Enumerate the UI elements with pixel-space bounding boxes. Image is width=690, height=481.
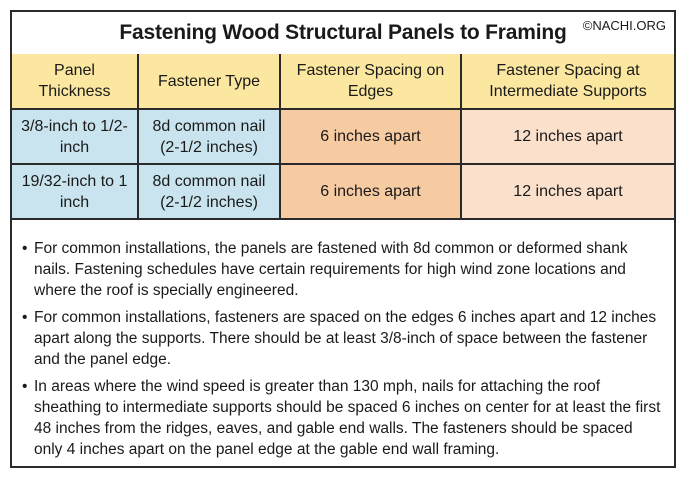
cell-fastener-type: 8d common nail (2-1/2 inches) <box>138 164 280 219</box>
note-text: In areas where the wind speed is greater than 130 mph, nails for attaching the roof sheathing to intermediate supports should be spaced 6 inches on center for at least the first 48 inches from the ridges, eaves, and gable end walls. The fasteners should be spaced only 4 inches apart on the panel edge at the gable end wall framing. <box>34 378 661 458</box>
list-item <box>22 307 664 370</box>
credit-label: ©NACHI.ORG <box>582 18 666 33</box>
list-item <box>22 376 664 460</box>
table-row <box>12 164 674 219</box>
page-title: Fastening Wood Structural Panels to Framing <box>119 21 567 44</box>
header-spacing-supports: Fastener Spacing at Intermediate Supports <box>461 54 674 109</box>
cell-fastener-type: 8d common nail (2-1/2 inches) <box>138 109 280 164</box>
fastening-table <box>12 54 674 220</box>
cell-thickness: 19/32-inch to 1 inch <box>12 164 138 219</box>
note-text: For common installations, fasteners are spaced on the edges 6 inches apart and 12 inches apart along the supports. There should be at least 3/8-inch of space between the fastener and the panel edge. <box>34 309 657 368</box>
cell-spacing-supports: 12 inches apart <box>461 109 674 164</box>
infographic-frame <box>10 10 676 468</box>
header-panel-thickness: Panel Thickness <box>12 54 138 109</box>
notes-list <box>12 230 674 466</box>
header-spacing-edges: Fastener Spacing on Edges <box>280 54 461 109</box>
header-fastener-type: Fastener Type <box>138 54 280 109</box>
note-text: For common installations, the panels are fastened with 8d common or deformed shank nails. Fastening schedules have certain requirements for high wind zone locations and where the roof is specially engineered. <box>34 240 628 299</box>
bullet-icon: • <box>22 378 28 395</box>
title-bar <box>12 12 674 56</box>
table-row <box>12 109 674 164</box>
bullet-icon: • <box>22 309 28 326</box>
table-header-row <box>12 54 674 109</box>
cell-spacing-edges: 6 inches apart <box>280 164 461 219</box>
cell-thickness: 3/8-inch to 1/2-inch <box>12 109 138 164</box>
cell-spacing-edges: 6 inches apart <box>280 109 461 164</box>
cell-spacing-supports: 12 inches apart <box>461 164 674 219</box>
list-item <box>22 238 664 301</box>
bullet-icon: • <box>22 240 28 257</box>
